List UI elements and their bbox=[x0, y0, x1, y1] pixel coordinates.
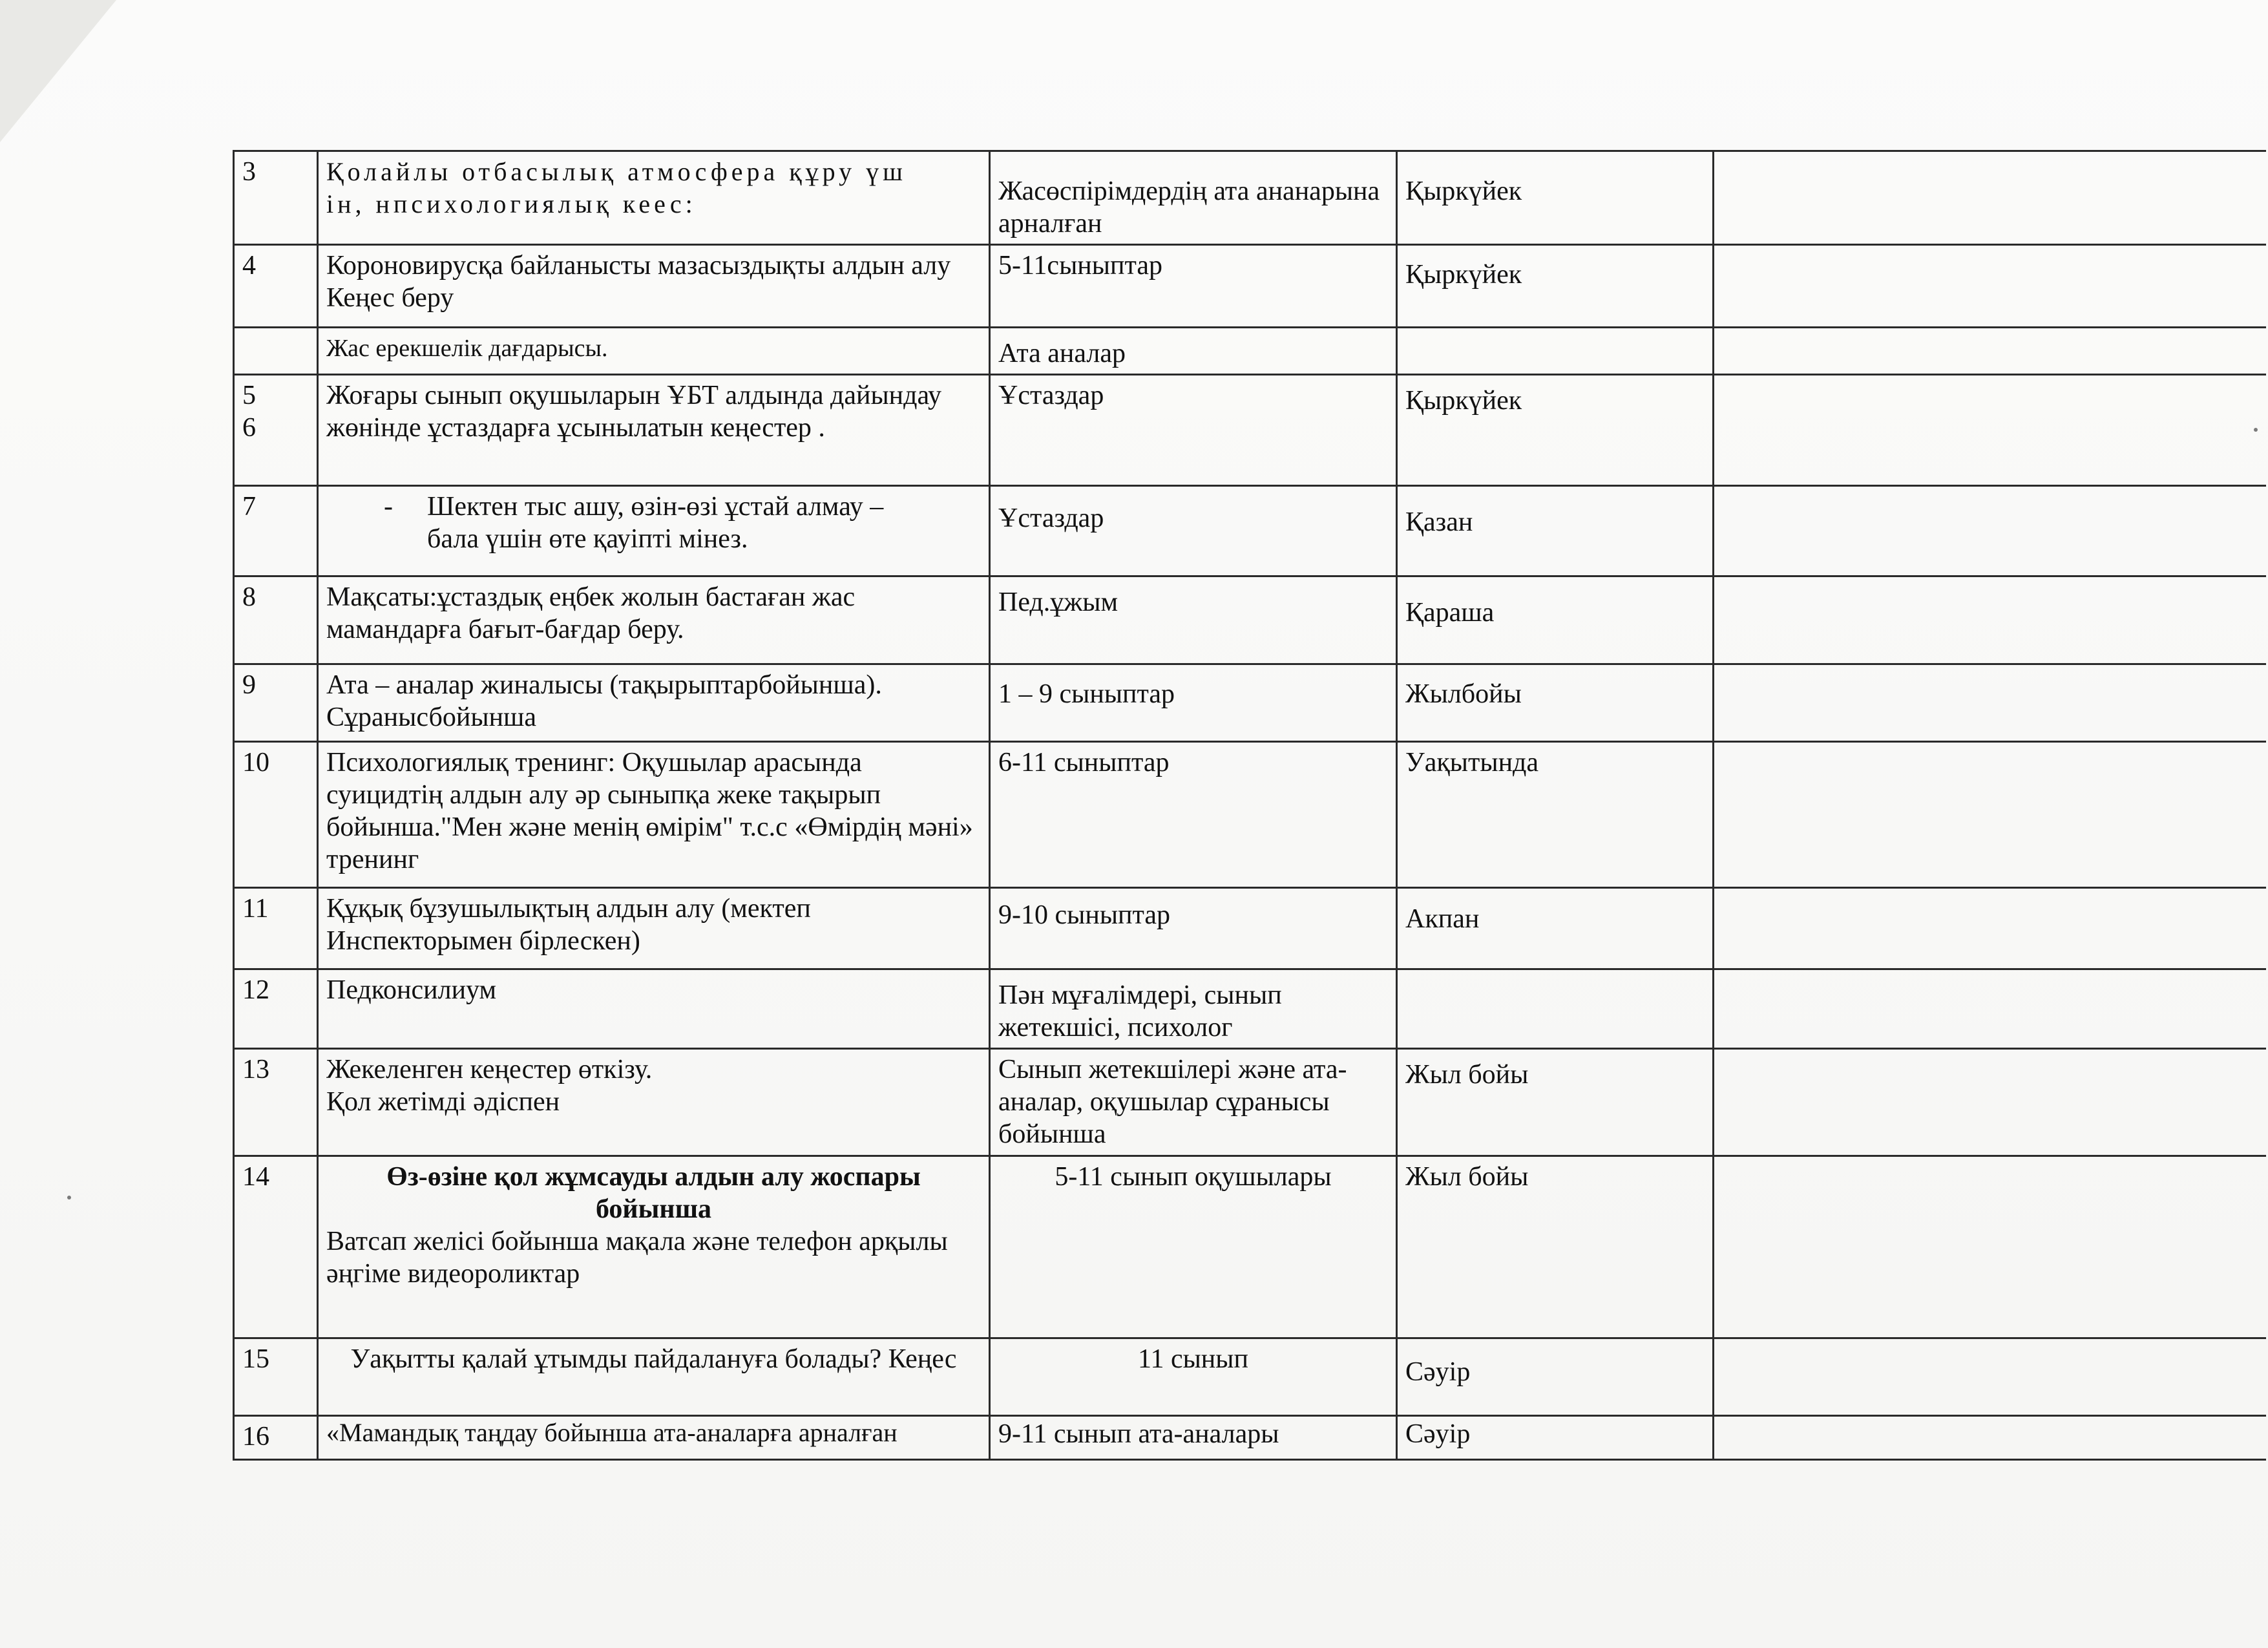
table-row bbox=[234, 888, 2266, 969]
event-name: Жас ерекшелік дағдарысы. bbox=[318, 328, 990, 375]
row-number: 12 bbox=[234, 969, 318, 1049]
row-number bbox=[234, 328, 318, 375]
row-number: 9 bbox=[234, 664, 318, 742]
plan-table bbox=[233, 150, 2266, 1461]
participants: Ата аналар bbox=[990, 328, 1397, 375]
event-name-text: Ватсап желісі бойынша мақала және телефон арқылы әңгіме видеороликтар bbox=[326, 1227, 948, 1289]
date: Жылбойы bbox=[1397, 664, 1714, 742]
table-row bbox=[234, 375, 2266, 486]
row-number bbox=[234, 375, 318, 486]
row-number: 14 bbox=[234, 1156, 318, 1338]
participants: Жасөспірімдердің ата ананарына арналған bbox=[990, 151, 1397, 245]
event-name: Короновирусқа байланысты мазасыздықты алдын алу Кеңес беру bbox=[318, 245, 990, 328]
participants: 6-11 сыныптар bbox=[990, 742, 1397, 888]
row-number-line: 5 bbox=[242, 381, 256, 410]
row-number: 11 bbox=[234, 888, 318, 969]
responsible bbox=[1714, 1416, 2266, 1460]
row-number: 15 bbox=[234, 1338, 318, 1416]
participants: 5-11сыныптар bbox=[990, 245, 1397, 328]
list-dash: - bbox=[384, 492, 393, 522]
responsible bbox=[1714, 245, 2266, 328]
event-name bbox=[318, 1156, 990, 1338]
event-name-bold: Өз-өзіне қол жұмсауды алдын алу жоспары бойынша bbox=[386, 1162, 921, 1224]
event-name: Педконсилиум bbox=[318, 969, 990, 1049]
responsible bbox=[1714, 1049, 2266, 1156]
row-number-line: 6 bbox=[242, 413, 256, 443]
responsible bbox=[1714, 1338, 2266, 1416]
participants: 9-10 сыныптар bbox=[990, 888, 1397, 969]
event-name: Уақытты қалай ұтымды пайдалануға болады? Кеңес bbox=[318, 1338, 990, 1416]
scan-speck bbox=[2254, 428, 2258, 432]
event-name: Ата – аналар жиналысы (тақырыптарбойынша). Сұранысбойынша bbox=[318, 664, 990, 742]
row-number: 16 bbox=[234, 1416, 318, 1460]
table-row bbox=[234, 328, 2266, 375]
event-name-line: ін, нпсихологиялық кеес: bbox=[326, 189, 697, 218]
date: Жыл бойы bbox=[1397, 1049, 1714, 1156]
event-name: Құқық бұзушылықтың алдын алу (мектеп Инспекторымен бірлескен) bbox=[318, 888, 990, 969]
scan-speck bbox=[67, 1196, 71, 1199]
responsible bbox=[1714, 742, 2266, 888]
table-row bbox=[234, 1338, 2266, 1416]
participants: 11 сынып bbox=[990, 1338, 1397, 1416]
responsible bbox=[1714, 1156, 2266, 1338]
event-name: Психологиялық тренинг: Оқушылар арасында суицидтің алдын алу әр сыныпқа жеке тақырып бойынша."Мен және менің өмірім" т.с.с «Өмірдің мәні» тренинг bbox=[318, 742, 990, 888]
date: Қазан bbox=[1397, 486, 1714, 576]
responsible bbox=[1714, 328, 2266, 375]
participants: Пән мұғалімдері, сынып жетекшісі, психолог bbox=[990, 969, 1397, 1049]
event-name-line: Қол жетімді әдіспен bbox=[326, 1087, 560, 1117]
date bbox=[1397, 969, 1714, 1049]
date: Қыркүйек bbox=[1397, 375, 1714, 486]
date: Қыркүйек bbox=[1397, 245, 1714, 328]
table-row bbox=[234, 245, 2266, 328]
date: Жыл бойы bbox=[1397, 1156, 1714, 1338]
table-row bbox=[234, 486, 2266, 576]
table-row bbox=[234, 576, 2266, 664]
table-row bbox=[234, 151, 2266, 245]
responsible bbox=[1714, 151, 2266, 245]
table-row bbox=[234, 1049, 2266, 1156]
folded-corner bbox=[0, 0, 116, 142]
table-row bbox=[234, 1156, 2266, 1338]
row-number: 7 bbox=[234, 486, 318, 576]
participants: Сынып жетекшілері және ата-аналар, оқушылар сұранысы бойынша bbox=[990, 1049, 1397, 1156]
table-row bbox=[234, 664, 2266, 742]
event-name bbox=[318, 151, 990, 245]
row-number: 4 bbox=[234, 245, 318, 328]
event-name-line: Жекеленген кеңестер өткізу. bbox=[326, 1055, 653, 1084]
participants: 5-11 сынып оқушылары bbox=[990, 1156, 1397, 1338]
table-row bbox=[234, 969, 2266, 1049]
event-name: Жоғары сынып оқушыларын ҰБТ алдында дайындау жөнінде ұстаздарға ұсынылатын кеңестер . bbox=[318, 375, 990, 486]
date: Сәуір bbox=[1397, 1416, 1714, 1460]
participants: Ұстаздар bbox=[990, 375, 1397, 486]
event-name-text: Шектен тыс ашу, өзін-өзі ұстай алмау – bbox=[427, 492, 884, 522]
date bbox=[1397, 328, 1714, 375]
event-name: Мақсаты:ұстаздық еңбек жолын бастаған жас мамандарға бағыт-бағдар беру. bbox=[318, 576, 990, 664]
event-name: «Мамандық таңдау бойынша ата-аналарға арналған bbox=[318, 1416, 990, 1460]
row-number: 3 bbox=[234, 151, 318, 245]
responsible bbox=[1714, 969, 2266, 1049]
date: Қараша bbox=[1397, 576, 1714, 664]
participants: 1 – 9 сыныптар bbox=[990, 664, 1397, 742]
responsible bbox=[1714, 486, 2266, 576]
plan-table-wrapper bbox=[233, 150, 2265, 1461]
participants: 9-11 сынып ата-аналары bbox=[990, 1416, 1397, 1460]
responsible bbox=[1714, 664, 2266, 742]
table-row bbox=[234, 742, 2266, 888]
responsible bbox=[1714, 375, 2266, 486]
date: Сәуір bbox=[1397, 1338, 1714, 1416]
responsible bbox=[1714, 888, 2266, 969]
event-name-line: бала үшін өте қауіпті мінез. bbox=[427, 524, 748, 554]
event-name-line bbox=[326, 491, 981, 523]
date: Уақытында bbox=[1397, 742, 1714, 888]
row-number: 10 bbox=[234, 742, 318, 888]
row-number: 13 bbox=[234, 1049, 318, 1156]
event-name bbox=[318, 1049, 990, 1156]
date: Акпан bbox=[1397, 888, 1714, 969]
row-number: 8 bbox=[234, 576, 318, 664]
responsible bbox=[1714, 576, 2266, 664]
table-row bbox=[234, 1416, 2266, 1460]
event-name-line: Қолайлы отбасылық атмосфера құру үш bbox=[326, 157, 907, 186]
event-name bbox=[318, 486, 990, 576]
date: Қыркүйек bbox=[1397, 151, 1714, 245]
participants: Ұстаздар bbox=[990, 486, 1397, 576]
participants: Пед.ұжым bbox=[990, 576, 1397, 664]
